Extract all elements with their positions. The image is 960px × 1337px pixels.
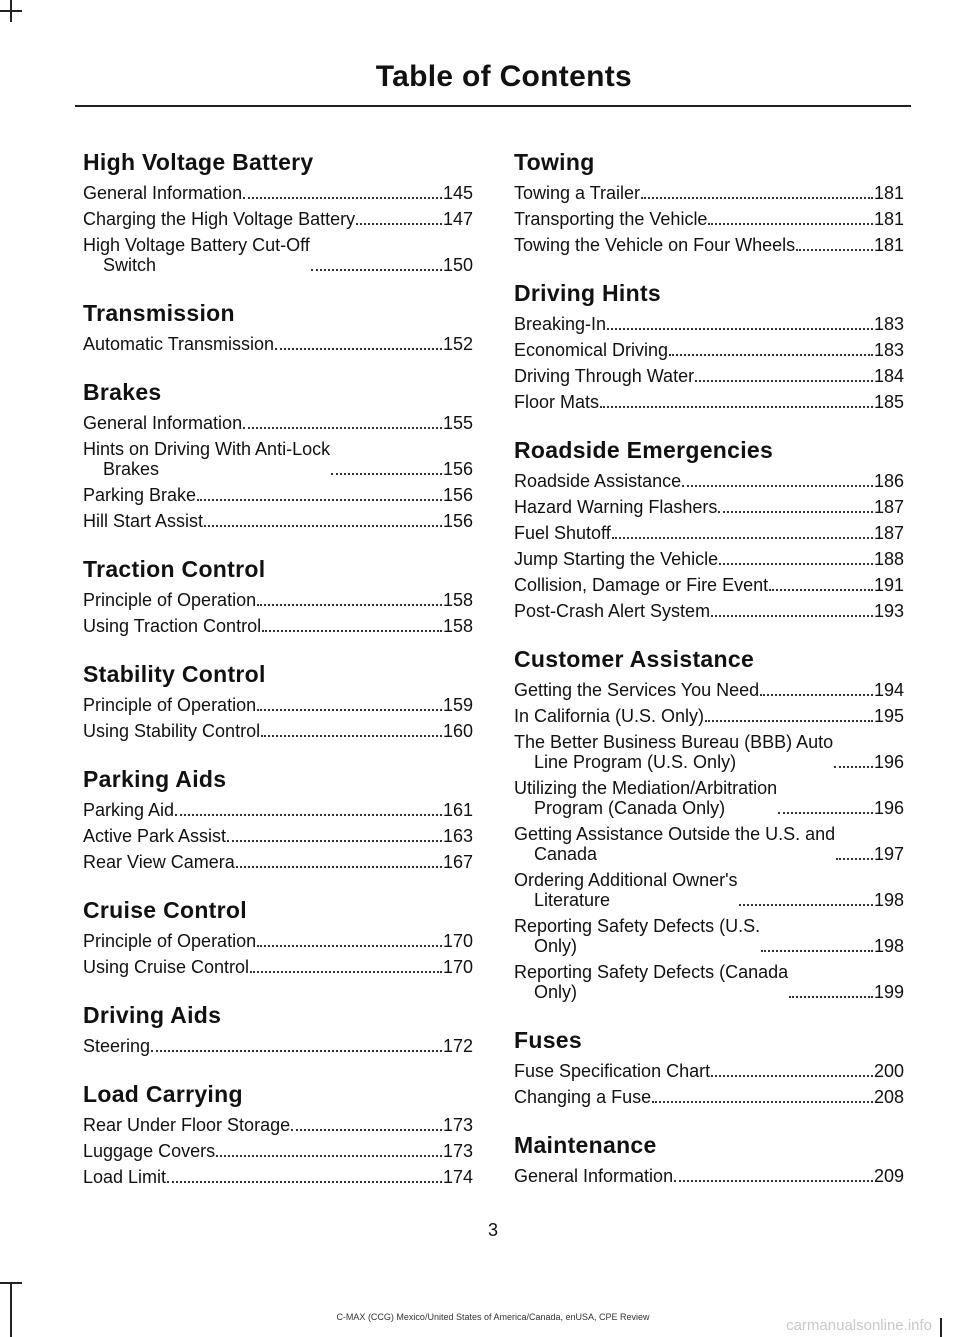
dot-leader [641, 197, 873, 199]
entry-label-line1: Getting Assistance Outside the U.S. and [514, 824, 836, 844]
entry-label [83, 957, 249, 977]
footer-text: C-MAX (CCG) Mexico/United States of America/Canada, enUSA, CPE Review [336, 1312, 650, 1322]
section-title: Parking Aids [83, 766, 227, 792]
dot-leader [711, 1075, 873, 1077]
entry-label [83, 800, 174, 820]
toc-entry[interactable] [83, 721, 473, 741]
toc-entry[interactable] [514, 471, 904, 491]
entry-label [83, 235, 310, 275]
entry-page-number: 187 [873, 523, 904, 543]
toc-section [83, 299, 473, 354]
entry-label-line1: General Information [83, 413, 243, 433]
entry-label [514, 314, 606, 334]
dot-leader [836, 858, 873, 860]
toc-section [83, 378, 473, 531]
entry-label [514, 392, 599, 412]
entry-page-number: 155 [442, 413, 473, 433]
toc-entry[interactable] [514, 575, 904, 595]
entry-label-line1: Post-Crash Alert System [514, 601, 711, 621]
entry-label-line1: Fuse Specification Chart [514, 1061, 711, 1081]
dot-leader [705, 720, 873, 722]
section-title: Fuses [514, 1027, 582, 1053]
entry-label-line1: Fuel Shutoff [514, 523, 611, 543]
toc-section [514, 1131, 904, 1186]
toc-entry[interactable] [83, 931, 473, 951]
section-title: Load Carrying [83, 1081, 243, 1107]
entry-page-number: 187 [873, 497, 904, 517]
dot-leader [600, 406, 873, 408]
entry-label-line1: Hints on Driving With Anti-Lock [83, 439, 331, 459]
page-number: 3 [487, 1220, 498, 1240]
toc-entry[interactable] [514, 916, 904, 956]
dot-leader [711, 615, 873, 617]
entry-label-line1: Towing the Vehicle on Four Wheels [514, 235, 796, 255]
entry-page-number: 158 [442, 590, 473, 610]
toc-entry[interactable] [83, 695, 473, 715]
dot-leader [216, 1155, 442, 1157]
toc-section [83, 896, 473, 977]
entry-page-number: 191 [873, 575, 904, 595]
entry-page-number: 156 [442, 459, 473, 479]
dot-leader [257, 604, 442, 606]
entry-label-line1: High Voltage Battery Cut-Off [83, 235, 310, 255]
toc-entry[interactable] [514, 824, 904, 864]
entry-page-number: 200 [873, 1061, 904, 1081]
toc-entry[interactable] [83, 334, 473, 354]
entry-page-number: 163 [442, 826, 473, 846]
entry-label [83, 616, 261, 636]
entry-label [514, 680, 759, 700]
toc-entry[interactable] [83, 235, 473, 275]
entry-page-number: 156 [442, 485, 473, 505]
dot-leader [682, 485, 873, 487]
toc-entry[interactable] [83, 616, 473, 636]
section-title: Driving Aids [83, 1002, 222, 1028]
entry-page-number: 196 [873, 798, 904, 818]
entry-label [514, 1166, 673, 1186]
toc-entry[interactable] [83, 1115, 473, 1135]
entry-label-line2: Literature [534, 890, 611, 910]
entry-label [514, 340, 668, 360]
toc-entry[interactable] [514, 680, 904, 700]
entry-page-number: 186 [873, 471, 904, 491]
dot-leader [674, 1180, 873, 1182]
entry-page-number: 194 [873, 680, 904, 700]
entry-label [83, 1141, 215, 1161]
entry-page-number: 147 [442, 209, 473, 229]
entry-label-line1: Transporting the Vehicle [514, 209, 708, 229]
toc-entry[interactable] [83, 439, 473, 479]
entry-label-line1: Using Cruise Control [83, 957, 250, 977]
entry-label-line1: Rear Under Floor Storage [83, 1115, 291, 1135]
toc-entry[interactable] [83, 1141, 473, 1161]
toc-column-left [83, 148, 473, 1211]
section-title: High Voltage Battery [83, 149, 314, 175]
entry-label-line1: Driving Through Water [514, 366, 695, 386]
entry-label [83, 334, 274, 354]
entry-label-line2: Only) [534, 936, 578, 956]
toc-section [514, 1026, 904, 1107]
entry-page-number: 173 [442, 1115, 473, 1135]
entry-label-line1: General Information [514, 1166, 674, 1186]
section-title: Driving Hints [514, 280, 662, 306]
entry-label [514, 366, 694, 386]
dot-leader [227, 840, 442, 842]
entry-label [514, 1061, 710, 1081]
toc-section [83, 765, 473, 872]
entry-label-line2: Only) [534, 982, 578, 1002]
dot-leader [789, 996, 873, 998]
toc-section [83, 1080, 473, 1187]
entry-label-line1: Principle of Operation [83, 590, 257, 610]
entry-page-number: 198 [873, 936, 904, 956]
entry-page-number: 208 [873, 1087, 904, 1107]
entry-label-line1: Rear View Camera [83, 852, 235, 872]
toc-entry[interactable] [83, 183, 473, 203]
entry-label [514, 870, 738, 910]
entry-label [83, 183, 242, 203]
entry-page-number: 181 [873, 209, 904, 229]
dot-leader [652, 1101, 873, 1103]
dot-leader [291, 1129, 442, 1131]
entry-label-line1: Getting the Services You Need [514, 680, 760, 700]
dot-leader [236, 866, 442, 868]
entry-label [83, 695, 256, 715]
toc-entry[interactable] [83, 511, 473, 531]
toc-entry[interactable] [514, 962, 904, 1002]
toc-entry[interactable] [514, 183, 904, 203]
entry-page-number: 170 [442, 931, 473, 951]
entry-label-line1: Principle of Operation [83, 931, 257, 951]
entry-label [83, 1115, 290, 1135]
toc-entry[interactable] [514, 235, 904, 255]
section-title: Roadside Emergencies [514, 437, 774, 463]
toc-entry[interactable] [83, 590, 473, 610]
entry-page-number: 184 [873, 366, 904, 386]
toc-entry[interactable] [514, 209, 904, 229]
entry-label-line1: Utilizing the Mediation/Arbitration [514, 778, 778, 798]
toc-entry[interactable] [514, 314, 904, 334]
dot-leader [669, 354, 873, 356]
toc-entry[interactable] [514, 778, 904, 818]
dot-leader [739, 904, 873, 906]
section-title: Customer Assistance [514, 646, 755, 672]
entry-page-number: 195 [873, 706, 904, 726]
entry-label [514, 471, 681, 491]
entry-label [514, 1087, 651, 1107]
dot-leader [356, 223, 442, 225]
toc-section [514, 645, 904, 1002]
toc-section [514, 279, 904, 412]
toc-column-right [514, 148, 904, 1210]
entry-page-number: 183 [873, 340, 904, 360]
entry-label [514, 183, 640, 203]
entry-label [514, 497, 717, 517]
entry-label [83, 485, 196, 505]
entry-page-number: 173 [442, 1141, 473, 1161]
header-rule [75, 105, 911, 107]
toc-entry[interactable] [514, 366, 904, 386]
entry-label-line1: Charging the High Voltage Battery [83, 209, 356, 229]
dot-leader [719, 563, 873, 565]
dot-leader [175, 814, 442, 816]
entry-label [514, 209, 707, 229]
toc-entry[interactable] [83, 485, 473, 505]
entry-label-line1: Parking Brake [83, 485, 197, 505]
dot-leader [275, 348, 442, 350]
entry-label-line1: Principle of Operation [83, 695, 257, 715]
dot-leader [243, 197, 442, 199]
entry-label-line1: Automatic Transmission [83, 334, 275, 354]
entry-label-line1: Breaking-In [514, 314, 607, 334]
entry-label-line2: Canada [534, 844, 598, 864]
crop-mark-bottom-left-horizontal [0, 1282, 22, 1284]
entry-label-line1: In California (U.S. Only) [514, 706, 705, 726]
entry-page-number: 170 [442, 957, 473, 977]
entry-label-line1: Economical Driving [514, 340, 669, 360]
toc-entry[interactable] [514, 1061, 904, 1081]
toc-entry[interactable] [514, 497, 904, 517]
dot-leader [834, 766, 873, 768]
section-title: Maintenance [514, 1132, 657, 1158]
entry-page-number: 152 [442, 334, 473, 354]
entry-label [83, 1036, 150, 1056]
entry-label [83, 931, 256, 951]
entry-label [514, 235, 795, 255]
entry-page-number: 158 [442, 616, 473, 636]
toc-entry[interactable] [514, 392, 904, 412]
entry-label [514, 778, 777, 818]
entry-page-number: 185 [873, 392, 904, 412]
dot-leader [197, 499, 442, 501]
dot-leader [612, 537, 873, 539]
toc-section [83, 660, 473, 741]
dot-leader [311, 269, 442, 271]
entry-label [514, 732, 833, 772]
entry-label [514, 962, 788, 1002]
entry-label [83, 209, 355, 229]
entry-page-number: 196 [873, 752, 904, 772]
toc-section [83, 148, 473, 275]
entry-label [514, 523, 611, 543]
entry-label-line2: Brakes [103, 459, 160, 479]
dot-leader [243, 427, 442, 429]
entry-label-line1: Roadside Assistance [514, 471, 682, 491]
entry-label [514, 706, 704, 726]
toc-entry[interactable] [514, 706, 904, 726]
entry-label [514, 916, 760, 956]
entry-label-line1: Ordering Additional Owner's [514, 870, 738, 890]
entry-page-number: 156 [442, 511, 473, 531]
entry-label [83, 721, 260, 741]
entry-label [514, 549, 718, 569]
toc-entry[interactable] [514, 601, 904, 621]
entry-page-number: 160 [442, 721, 473, 741]
entry-label [83, 1167, 166, 1187]
entry-label [83, 439, 330, 479]
entry-label-line1: Luggage Covers [83, 1141, 216, 1161]
entry-page-number: 172 [442, 1036, 473, 1056]
entry-label-line1: Changing a Fuse [514, 1087, 652, 1107]
entry-page-number: 188 [873, 549, 904, 569]
entry-label-line1: Hill Start Assist [83, 511, 204, 531]
entry-page-number: 199 [873, 982, 904, 1002]
entry-page-number: 181 [873, 235, 904, 255]
dot-leader [796, 249, 873, 251]
entry-label-line1: General Information [83, 183, 243, 203]
dot-leader [331, 473, 442, 475]
dot-leader [257, 945, 442, 947]
entry-label [83, 413, 242, 433]
dot-leader [262, 630, 442, 632]
entry-label [514, 601, 710, 621]
toc-entry[interactable] [514, 340, 904, 360]
entry-page-number: 193 [873, 601, 904, 621]
section-title: Traction Control [83, 556, 266, 582]
section-title: Towing [514, 149, 595, 175]
section-title: Stability Control [83, 661, 266, 687]
entry-page-number: 209 [873, 1166, 904, 1186]
entry-label [83, 511, 203, 531]
dot-leader [761, 950, 873, 952]
dot-leader [718, 511, 873, 513]
toc-entry[interactable] [514, 1087, 904, 1107]
toc-section [514, 148, 904, 255]
entry-label-line1: Collision, Damage or Fire Event [514, 575, 769, 595]
toc-entry[interactable] [83, 826, 473, 846]
entry-label-line1: The Better Business Bureau (BBB) Auto [514, 732, 834, 752]
dot-leader [708, 223, 873, 225]
section-title: Transmission [83, 300, 235, 326]
section-title: Brakes [83, 379, 162, 405]
entry-label-line2: Line Program (U.S. Only) [534, 752, 737, 772]
page-title: Table of Contents [375, 60, 632, 93]
entry-label-line1: Towing a Trailer [514, 183, 641, 203]
entry-label [514, 575, 768, 595]
entry-page-number: 150 [442, 255, 473, 275]
watermark: carmanualsonline.info [786, 1317, 932, 1334]
toc-entry[interactable] [514, 732, 904, 772]
entry-label-line1: Jump Starting the Vehicle [514, 549, 719, 569]
entry-page-number: 174 [442, 1167, 473, 1187]
entry-label-line2: Switch [103, 255, 157, 275]
toc-entry[interactable] [83, 800, 473, 820]
entry-label [514, 824, 835, 864]
toc-entry[interactable] [514, 523, 904, 543]
dot-leader [257, 709, 442, 711]
entry-label-line2: Program (Canada Only) [534, 798, 726, 818]
toc-entry[interactable] [514, 870, 904, 910]
dot-leader [778, 812, 873, 814]
entry-page-number: 145 [442, 183, 473, 203]
toc-entry[interactable] [514, 1166, 904, 1186]
entry-label-line1: Active Park Assist [83, 826, 227, 846]
toc-entry[interactable] [83, 1167, 473, 1187]
entry-label-line1: Hazard Warning Flashers [514, 497, 718, 517]
toc-entry[interactable] [83, 413, 473, 433]
entry-label-line1: Floor Mats [514, 392, 600, 412]
crop-mark-top-left-horizontal [0, 10, 22, 12]
toc-entry[interactable] [83, 852, 473, 872]
entry-label-line1: Using Stability Control [83, 721, 261, 741]
entry-label-line1: Parking Aid [83, 800, 175, 820]
entry-label [83, 590, 256, 610]
dot-leader [695, 380, 873, 382]
entry-page-number: 181 [873, 183, 904, 203]
dot-leader [607, 328, 873, 330]
toc-entry[interactable] [83, 1036, 473, 1056]
dot-leader [760, 694, 873, 696]
entry-label-line1: Load Limit [83, 1167, 167, 1187]
toc-entry[interactable] [83, 209, 473, 229]
entry-label [83, 852, 235, 872]
entry-page-number: 197 [873, 844, 904, 864]
dot-leader [261, 735, 442, 737]
toc-section [83, 555, 473, 636]
entry-page-number: 167 [442, 852, 473, 872]
dot-leader [250, 971, 442, 973]
entry-page-number: 198 [873, 890, 904, 910]
dot-leader [769, 589, 873, 591]
toc-entry[interactable] [514, 549, 904, 569]
entry-page-number: 183 [873, 314, 904, 334]
toc-entry[interactable] [83, 957, 473, 977]
dot-leader [167, 1181, 442, 1183]
section-title: Cruise Control [83, 897, 247, 923]
entry-label-line1: Reporting Safety Defects (Canada [514, 962, 789, 982]
dot-leader [204, 525, 442, 527]
dot-leader [151, 1050, 442, 1052]
entry-label-line1: Steering [83, 1036, 151, 1056]
entry-label-line1: Using Traction Control [83, 616, 262, 636]
entry-page-number: 159 [442, 695, 473, 715]
crop-mark-bottom-left-vertical [10, 1282, 12, 1337]
entry-label [83, 826, 226, 846]
toc-section [83, 1001, 473, 1056]
toc-section [514, 436, 904, 621]
entry-page-number: 161 [442, 800, 473, 820]
entry-label-line1: Reporting Safety Defects (U.S. [514, 916, 761, 936]
